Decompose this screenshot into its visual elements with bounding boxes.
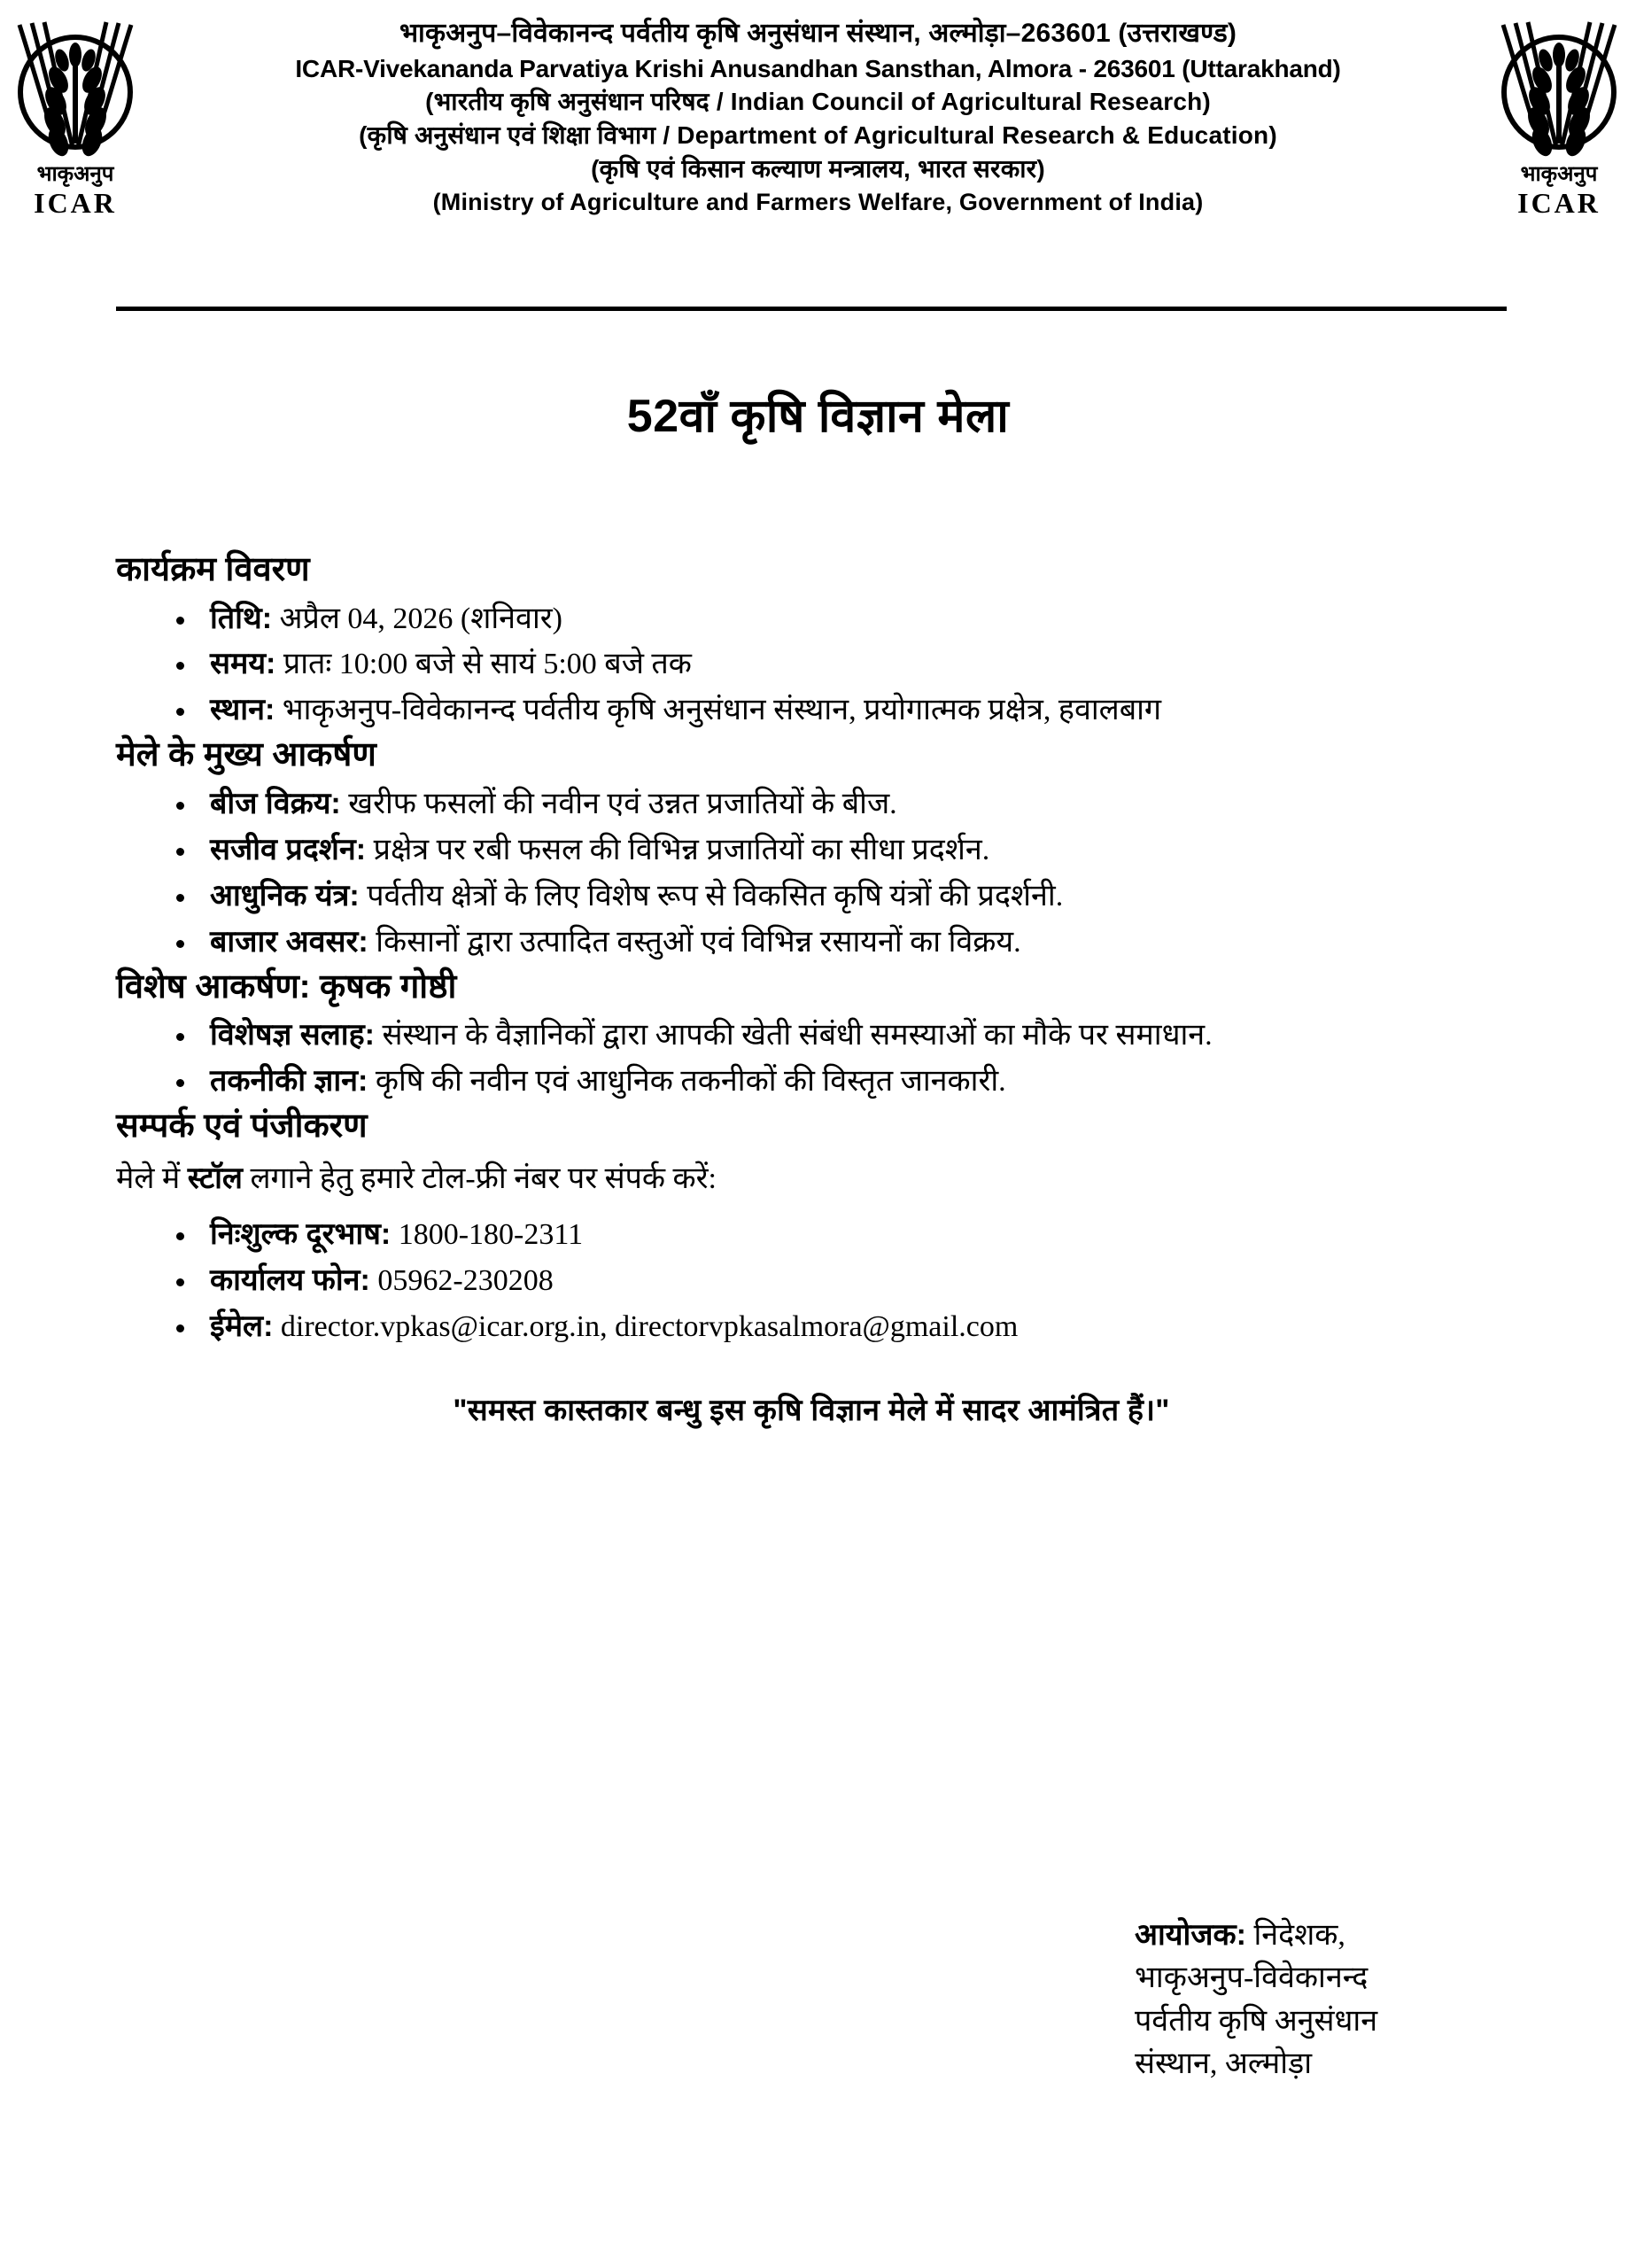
svg-text:ICAR: ICAR: [34, 187, 117, 219]
item-label: तिथि:: [210, 601, 273, 635]
section-heading-attractions: मेले के मुख्य आकर्षण: [116, 736, 376, 774]
svg-text:भाकृअनुप: भाकृअनुप: [36, 162, 114, 186]
contact-list: [116, 1213, 1507, 1349]
ministry-line-english: (Ministry of Agriculture and Farmers Welfare, Government of India): [432, 188, 1204, 215]
icar-wheat-emblem-icon: [1493, 11, 1625, 223]
item-label: ईमेल:: [210, 1309, 274, 1343]
item-value: भाकृअनुप-विवेकानन्द पर्वतीय कृषि अनुसंधान संस्थान, प्रयोगात्मक प्रक्षेत्र, हवालबाग: [275, 694, 1162, 727]
item-value: संस्थान के वैज्ञानिकों द्वारा आपकी खेती संबंधी समस्याओं का मौके पर समाधान.: [374, 1019, 1213, 1052]
council-line: (भारतीय कृषि अनुसंधान परिषद / Indian Council of Agricultural Research): [425, 88, 1211, 116]
lead-before: मेले में: [116, 1161, 188, 1195]
section-heading-special: विशेष आकर्षण: कृषक गोष्ठी: [116, 967, 457, 1006]
icar-wheat-emblem-icon: [9, 11, 142, 223]
item-label: तकनीकी ज्ञान:: [210, 1064, 368, 1099]
department-line: (कृषि अनुसंधान एवं शिक्षा विभाग / Department of Agricultural Research & Education): [359, 121, 1277, 150]
svg-text:ICAR: ICAR: [1517, 187, 1601, 219]
contact-lead-text: [116, 1157, 1507, 1200]
document-body: [116, 549, 1507, 1429]
signature-line-3: पर्वतीय कृषि अनुसंधान: [1135, 2004, 1378, 2038]
lead-after: लगाने हेतु हमारे टोल-फ्री नंबर पर संपर्क करें:: [242, 1161, 717, 1195]
list-item: [169, 782, 1507, 827]
section-heading-program: कार्यक्रम विवरण: [116, 551, 310, 588]
institute-name-english: ICAR-Vivekananda Parvatiya Krishi Anusandhan Sansthan, Almora - 263601 (Uttarakhand): [295, 54, 1341, 82]
list-item: [169, 1060, 1507, 1104]
item-label: कार्यालय फोन:: [210, 1262, 370, 1297]
ministry-line-hindi: (कृषि एवं किसान कल्याण मन्त्रालय, भारत सरकार): [591, 154, 1045, 183]
organizer-signature-block: [1135, 1914, 1507, 2085]
list-item: [169, 1305, 1507, 1349]
tollfree-number[interactable]: 1800-180-2311: [391, 1217, 584, 1251]
lead-bold-stall: स्टॉल: [187, 1161, 243, 1195]
letterhead-header: [0, 0, 1636, 266]
item-label: विशेषज्ञ सलाह:: [210, 1018, 375, 1052]
institute-name-hindi: भाकृअनुप–विवेकानन्द पर्वतीय कृषि अनुसंधान संस्थान, अल्मोड़ा–263601 (उत्तराखण्ड): [399, 19, 1237, 48]
list-item: [169, 688, 1507, 733]
item-value: अप्रैल 04, 2026 (शनिवार): [272, 602, 562, 635]
svg-text:भाकृअनुप: भाकृअनुप: [1520, 162, 1598, 186]
office-phone-number[interactable]: 05962-230208: [369, 1263, 554, 1297]
organizer-label: आयोजक:: [1135, 1918, 1246, 1952]
list-item: [169, 1259, 1507, 1303]
item-label: बाजार अवसर:: [210, 924, 368, 959]
item-label: आधुनिक यंत्र:: [210, 878, 360, 913]
signature-line-2: भाकृअनुप-विवेकानन्द: [1135, 1961, 1369, 1995]
item-value: पर्वतीय क्षेत्रों के लिए विशेष रूप से विकसित कृषि यंत्रों की प्रदर्शनी.: [359, 879, 1064, 913]
organizer-designation: निदेशक,: [1245, 1919, 1345, 1952]
item-label: सजीव प्रदर्शन:: [210, 832, 367, 866]
item-label: बीज विक्रय:: [210, 786, 341, 820]
list-item: [169, 874, 1507, 919]
list-item: [169, 828, 1507, 873]
signature-line-4: संस्थान, अल्मोड़ा: [1135, 2047, 1313, 2080]
signature-line-1: [1135, 1914, 1507, 1957]
list-item: [169, 1014, 1507, 1058]
item-label: स्थान:: [210, 693, 275, 727]
item-value: प्रक्षेत्र पर रबी फसल की विभिन्न प्रजातियों का सीधा प्रदर्शन.: [366, 833, 990, 866]
attractions-list: [116, 782, 1507, 965]
special-list: [116, 1014, 1507, 1104]
item-value: प्रातः 10:00 बजे से सायं 5:00 बजे तक: [275, 648, 692, 681]
program-list: [116, 597, 1507, 734]
list-item: [169, 920, 1507, 965]
header-divider: [116, 307, 1507, 311]
invitation-quote: "समस्त कास्तकार बन्धु इस कृषि विज्ञान मेले में सादर आमंत्रित हैं।": [453, 1393, 1170, 1427]
section-heading-contact: सम्पर्क एवं पंजीकरण: [116, 1107, 368, 1146]
item-label: समय:: [210, 647, 276, 681]
email-addresses[interactable]: director.vpkas@icar.org.in, directorvpkasalmora@gmail.com: [273, 1309, 1019, 1343]
institute-address-block: [185, 9, 1452, 218]
item-value: खरीफ फसलों की नवीन एवं उन्नत प्रजातियों के बीज.: [340, 787, 897, 820]
item-label: निःशुल्क दूरभाष:: [210, 1216, 392, 1251]
page-title: 52वाँ कृषि विज्ञान मेला: [626, 391, 1010, 442]
list-item: [169, 597, 1507, 641]
item-value: किसानों द्वारा उत्पादित वस्तुओं एवं विभिन्न रसायनों का विक्रय.: [368, 925, 1021, 959]
list-item: [169, 1213, 1507, 1257]
list-item: [169, 642, 1507, 687]
item-value: कृषि की नवीन एवं आधुनिक तकनीकों की विस्तृत जानकारी.: [368, 1065, 1006, 1099]
